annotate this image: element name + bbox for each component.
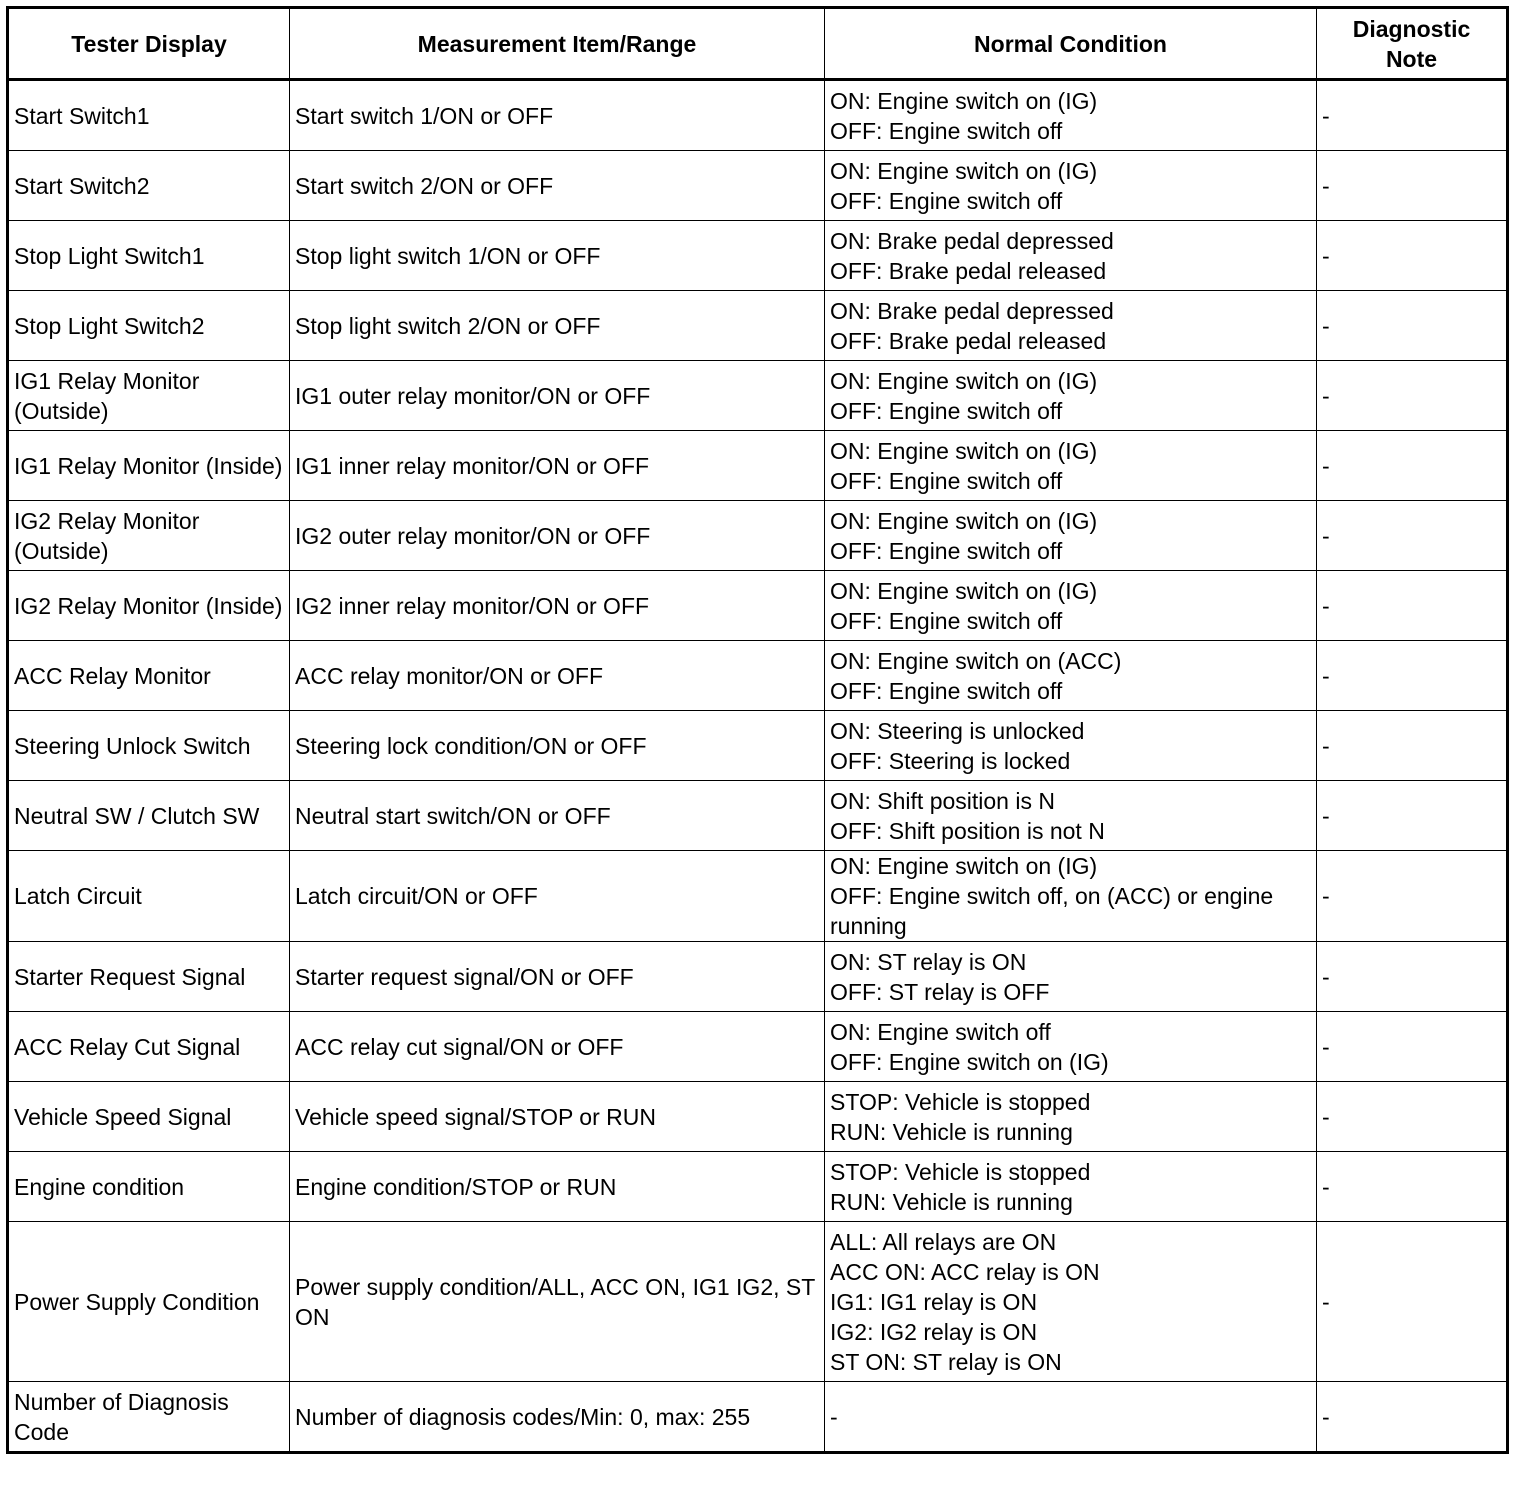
- cell-diagnostic-note: -: [1317, 80, 1508, 151]
- cell-tester-display: Neutral SW / Clutch SW: [8, 781, 290, 851]
- cell-diagnostic-note: -: [1317, 221, 1508, 291]
- condition-line: STOP: Vehicle is stopped: [830, 1158, 1091, 1185]
- cell-measurement-item: Stop light switch 2/ON or OFF: [290, 291, 825, 361]
- condition-line: OFF: Steering is locked: [830, 747, 1071, 774]
- cell-measurement-item: Starter request signal/ON or OFF: [290, 942, 825, 1012]
- condition-line: ON: Engine switch on (IG): [830, 853, 1098, 879]
- condition-line: RUN: Vehicle is running: [830, 1188, 1073, 1215]
- condition-line: ALL: All relays are ON: [830, 1228, 1057, 1255]
- condition-line: OFF: ST relay is OFF: [830, 978, 1050, 1005]
- condition-line: OFF: Engine switch off: [830, 397, 1063, 424]
- data-list-table: [6, 6, 1509, 1454]
- cell-diagnostic-note: -: [1317, 1152, 1508, 1222]
- cell-tester-display: Stop Light Switch2: [8, 291, 290, 361]
- cell-normal-condition: [825, 80, 1317, 151]
- cell-tester-display: Start Switch2: [8, 151, 290, 221]
- condition-line: ON: Engine switch on (IG): [830, 437, 1098, 464]
- table-body: [8, 80, 1508, 1453]
- condition-line: OFF: Engine switch off: [830, 467, 1063, 494]
- cell-diagnostic-note: -: [1317, 781, 1508, 851]
- table-row: [8, 571, 1508, 641]
- column-header-tester-display: Tester Display: [8, 8, 290, 80]
- cell-measurement-item: Steering lock condition/ON or OFF: [290, 711, 825, 781]
- cell-tester-display: Stop Light Switch1: [8, 221, 290, 291]
- cell-normal-condition: [825, 291, 1317, 361]
- cell-diagnostic-note: -: [1317, 711, 1508, 781]
- table-row: [8, 781, 1508, 851]
- cell-measurement-item: Number of diagnosis codes/Min: 0, max: 255: [290, 1382, 825, 1453]
- cell-measurement-item: IG1 inner relay monitor/ON or OFF: [290, 431, 825, 501]
- cell-normal-condition: [825, 221, 1317, 291]
- condition-line: ON: Engine switch off: [830, 1018, 1051, 1045]
- cell-tester-display: IG2 Relay Monitor (Outside): [8, 501, 290, 571]
- cell-measurement-item: ACC relay monitor/ON or OFF: [290, 641, 825, 711]
- cell-diagnostic-note: -: [1317, 942, 1508, 1012]
- cell-diagnostic-note: -: [1317, 1082, 1508, 1152]
- cell-normal-condition: [825, 361, 1317, 431]
- condition-line: ON: Engine switch on (IG): [830, 507, 1098, 534]
- cell-measurement-item: Power supply condition/ALL, ACC ON, IG1 IG2, ST ON: [290, 1222, 825, 1382]
- cell-tester-display: Vehicle Speed Signal: [8, 1082, 290, 1152]
- table-row: [8, 501, 1508, 571]
- cell-measurement-item: Start switch 2/ON or OFF: [290, 151, 825, 221]
- cell-normal-condition: [825, 1082, 1317, 1152]
- cell-tester-display: ACC Relay Monitor: [8, 641, 290, 711]
- condition-line: ON: Brake pedal depressed: [830, 297, 1114, 324]
- cell-measurement-item: ACC relay cut signal/ON or OFF: [290, 1012, 825, 1082]
- table-row: [8, 1152, 1508, 1222]
- cell-tester-display: Starter Request Signal: [8, 942, 290, 1012]
- cell-tester-display: Engine condition: [8, 1152, 290, 1222]
- cell-diagnostic-note: -: [1317, 501, 1508, 571]
- condition-line: OFF: Engine switch off: [830, 187, 1063, 214]
- cell-measurement-item: IG2 outer relay monitor/ON or OFF: [290, 501, 825, 571]
- condition-line: ON: ST relay is ON: [830, 948, 1027, 975]
- cell-tester-display: Start Switch1: [8, 80, 290, 151]
- condition-line: OFF: Shift position is not N: [830, 817, 1105, 844]
- cell-normal-condition: [825, 641, 1317, 711]
- cell-normal-condition: [825, 1012, 1317, 1082]
- cell-tester-display: IG1 Relay Monitor (Inside): [8, 431, 290, 501]
- cell-normal-condition: [825, 942, 1317, 1012]
- cell-measurement-item: IG1 outer relay monitor/ON or OFF: [290, 361, 825, 431]
- cell-measurement-item: IG2 inner relay monitor/ON or OFF: [290, 571, 825, 641]
- cell-diagnostic-note: -: [1317, 151, 1508, 221]
- condition-line: IG1: IG1 relay is ON: [830, 1288, 1038, 1315]
- cell-tester-display: IG2 Relay Monitor (Inside): [8, 571, 290, 641]
- table-row: [8, 1222, 1508, 1382]
- cell-tester-display: Latch Circuit: [8, 851, 290, 942]
- table-row: [8, 291, 1508, 361]
- cell-normal-condition: [825, 1152, 1317, 1222]
- condition-line: ON: Shift position is N: [830, 787, 1055, 814]
- condition-line: ON: Engine switch on (ACC): [830, 647, 1122, 674]
- cell-tester-display: Steering Unlock Switch: [8, 711, 290, 781]
- condition-line: OFF: Brake pedal released: [830, 327, 1107, 354]
- condition-line: OFF: Engine switch off, on (ACC) or engine running: [830, 883, 1274, 939]
- condition-line: OFF: Engine switch off: [830, 117, 1063, 144]
- cell-measurement-item: Latch circuit/ON or OFF: [290, 851, 825, 942]
- cell-diagnostic-note: -: [1317, 1012, 1508, 1082]
- cell-diagnostic-note: -: [1317, 1382, 1508, 1453]
- cell-normal-condition: [825, 1222, 1317, 1382]
- cell-normal-condition: [825, 151, 1317, 221]
- table-row: [8, 361, 1508, 431]
- condition-line: OFF: Brake pedal released: [830, 257, 1107, 284]
- cell-measurement-item: Stop light switch 1/ON or OFF: [290, 221, 825, 291]
- condition-line: ON: Engine switch on (IG): [830, 367, 1098, 394]
- table-row: [8, 221, 1508, 291]
- table-row: [8, 151, 1508, 221]
- condition-line: RUN: Vehicle is running: [830, 1118, 1073, 1145]
- cell-tester-display: Power Supply Condition: [8, 1222, 290, 1382]
- table-header-row: [8, 8, 1508, 80]
- cell-tester-display: ACC Relay Cut Signal: [8, 1012, 290, 1082]
- condition-line: ON: Engine switch on (IG): [830, 87, 1098, 114]
- condition-line: -: [830, 1403, 838, 1430]
- column-header-normal-condition: Normal Condition: [825, 8, 1317, 80]
- condition-line: OFF: Engine switch on (IG): [830, 1048, 1109, 1075]
- table-row: [8, 1382, 1508, 1453]
- cell-measurement-item: Start switch 1/ON or OFF: [290, 80, 825, 151]
- table-row: [8, 1082, 1508, 1152]
- cell-measurement-item: Engine condition/STOP or RUN: [290, 1152, 825, 1222]
- cell-normal-condition: [825, 851, 1317, 942]
- column-header-measurement-item: Measurement Item/Range: [290, 8, 825, 80]
- cell-tester-display: Number of Diagnosis Code: [8, 1382, 290, 1453]
- cell-diagnostic-note: -: [1317, 1222, 1508, 1382]
- cell-normal-condition: [825, 501, 1317, 571]
- cell-measurement-item: Neutral start switch/ON or OFF: [290, 781, 825, 851]
- table-row: [8, 711, 1508, 781]
- condition-line: ON: Brake pedal depressed: [830, 227, 1114, 254]
- cell-diagnostic-note: -: [1317, 291, 1508, 361]
- table-row: [8, 80, 1508, 151]
- cell-normal-condition: [825, 781, 1317, 851]
- table-row: [8, 1012, 1508, 1082]
- table-row: [8, 942, 1508, 1012]
- condition-line: ON: Engine switch on (IG): [830, 157, 1098, 184]
- condition-line: ON: Engine switch on (IG): [830, 577, 1098, 604]
- condition-line: OFF: Engine switch off: [830, 607, 1063, 634]
- condition-line: ST ON: ST relay is ON: [830, 1348, 1062, 1375]
- cell-diagnostic-note: -: [1317, 641, 1508, 711]
- condition-line: ON: Steering is unlocked: [830, 717, 1085, 744]
- cell-normal-condition: [825, 431, 1317, 501]
- cell-normal-condition: [825, 1382, 1317, 1453]
- cell-diagnostic-note: -: [1317, 361, 1508, 431]
- cell-measurement-item: Vehicle speed signal/STOP or RUN: [290, 1082, 825, 1152]
- condition-line: ACC ON: ACC relay is ON: [830, 1258, 1100, 1285]
- condition-line: STOP: Vehicle is stopped: [830, 1088, 1091, 1115]
- cell-normal-condition: [825, 571, 1317, 641]
- condition-line: IG2: IG2 relay is ON: [830, 1318, 1038, 1345]
- cell-diagnostic-note: -: [1317, 431, 1508, 501]
- table-row: [8, 851, 1508, 942]
- cell-normal-condition: [825, 711, 1317, 781]
- condition-line: OFF: Engine switch off: [830, 677, 1063, 704]
- cell-diagnostic-note: -: [1317, 851, 1508, 942]
- condition-line: OFF: Engine switch off: [830, 537, 1063, 564]
- cell-tester-display: IG1 Relay Monitor (Outside): [8, 361, 290, 431]
- table-row: [8, 431, 1508, 501]
- column-header-diagnostic-note: Diagnostic Note: [1317, 8, 1508, 80]
- cell-diagnostic-note: -: [1317, 571, 1508, 641]
- table-row: [8, 641, 1508, 711]
